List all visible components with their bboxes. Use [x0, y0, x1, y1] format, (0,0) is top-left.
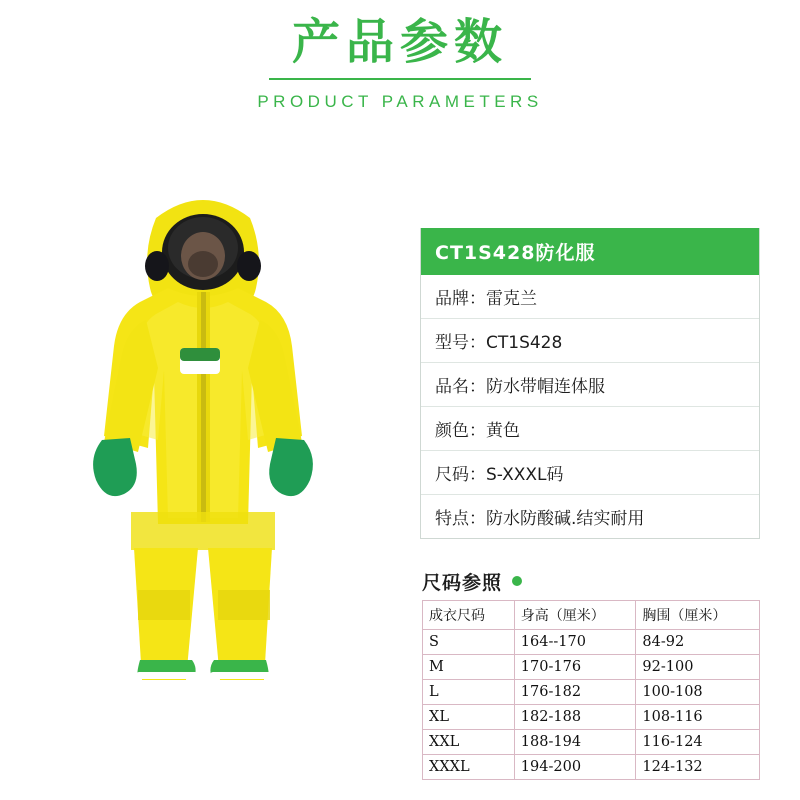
cell-chest: 84-92	[636, 630, 760, 655]
cell-height: 170-176	[514, 655, 636, 680]
cell-height: 182-188	[514, 705, 636, 730]
title-underline	[269, 78, 531, 80]
cell-chest: 92-100	[636, 655, 760, 680]
table-row	[423, 730, 760, 755]
cell-height: 176-182	[514, 680, 636, 705]
spec-table	[420, 228, 760, 539]
spec-key-product-name: 品名：	[435, 377, 486, 397]
spec-key-model: 型号：	[435, 333, 486, 353]
spec-row-size	[421, 451, 759, 495]
cell-chest: 124-132	[636, 755, 760, 780]
cell-size: XXL	[423, 730, 515, 755]
spec-row-features	[421, 495, 759, 538]
spec-key-features: 特点：	[435, 509, 486, 529]
spec-value-size: S-XXXL码	[486, 465, 564, 485]
bullet-dot-icon	[512, 576, 522, 586]
table-row	[423, 630, 760, 655]
cell-size: M	[423, 655, 515, 680]
chemical-suit-illustration	[28, 160, 378, 680]
cell-size: XL	[423, 705, 515, 730]
cell-chest: 100-108	[636, 680, 760, 705]
spec-value-model: CT1S428	[486, 333, 563, 353]
spec-key-brand: 品牌：	[435, 289, 486, 309]
cell-height: 164--170	[514, 630, 636, 655]
cell-height: 188-194	[514, 730, 636, 755]
table-row	[423, 705, 760, 730]
table-row	[423, 655, 760, 680]
spec-value-color: 黄色	[486, 421, 520, 441]
page-title: 产品参数	[291, 14, 508, 70]
column-header-size: 成衣尺码	[423, 601, 515, 630]
size-chart-title-text: 尺码参照	[422, 572, 503, 594]
cell-chest: 116-124	[636, 730, 760, 755]
cell-height: 194-200	[514, 755, 636, 780]
spec-row-color	[421, 407, 759, 451]
cell-size: L	[423, 680, 515, 705]
spec-key-color: 颜色：	[435, 421, 486, 441]
spec-row-product-name	[421, 363, 759, 407]
table-header-row	[423, 601, 760, 630]
spec-value-brand: 雷克兰	[486, 289, 537, 309]
column-header-height: 身高（厘米）	[514, 601, 636, 630]
size-chart-title	[422, 568, 522, 595]
cell-chest: 108-116	[636, 705, 760, 730]
table-row	[423, 755, 760, 780]
table-row	[423, 680, 760, 705]
cell-size: XXXL	[423, 755, 515, 780]
product-image	[28, 160, 378, 680]
page-subtitle: PRODUCT PARAMETERS	[257, 91, 543, 111]
size-chart-table	[422, 600, 760, 780]
page-header	[0, 0, 800, 112]
cell-size: S	[423, 630, 515, 655]
spec-row-brand	[421, 275, 759, 319]
column-header-chest: 胸围（厘米）	[636, 601, 760, 630]
spec-row-model	[421, 319, 759, 363]
spec-key-size: 尺码：	[435, 465, 486, 485]
spec-value-features: 防水防酸碱.结实耐用	[486, 509, 645, 529]
spec-value-product-name: 防水带帽连体服	[486, 377, 605, 397]
spec-heading: CT1S428防化服	[421, 228, 759, 275]
